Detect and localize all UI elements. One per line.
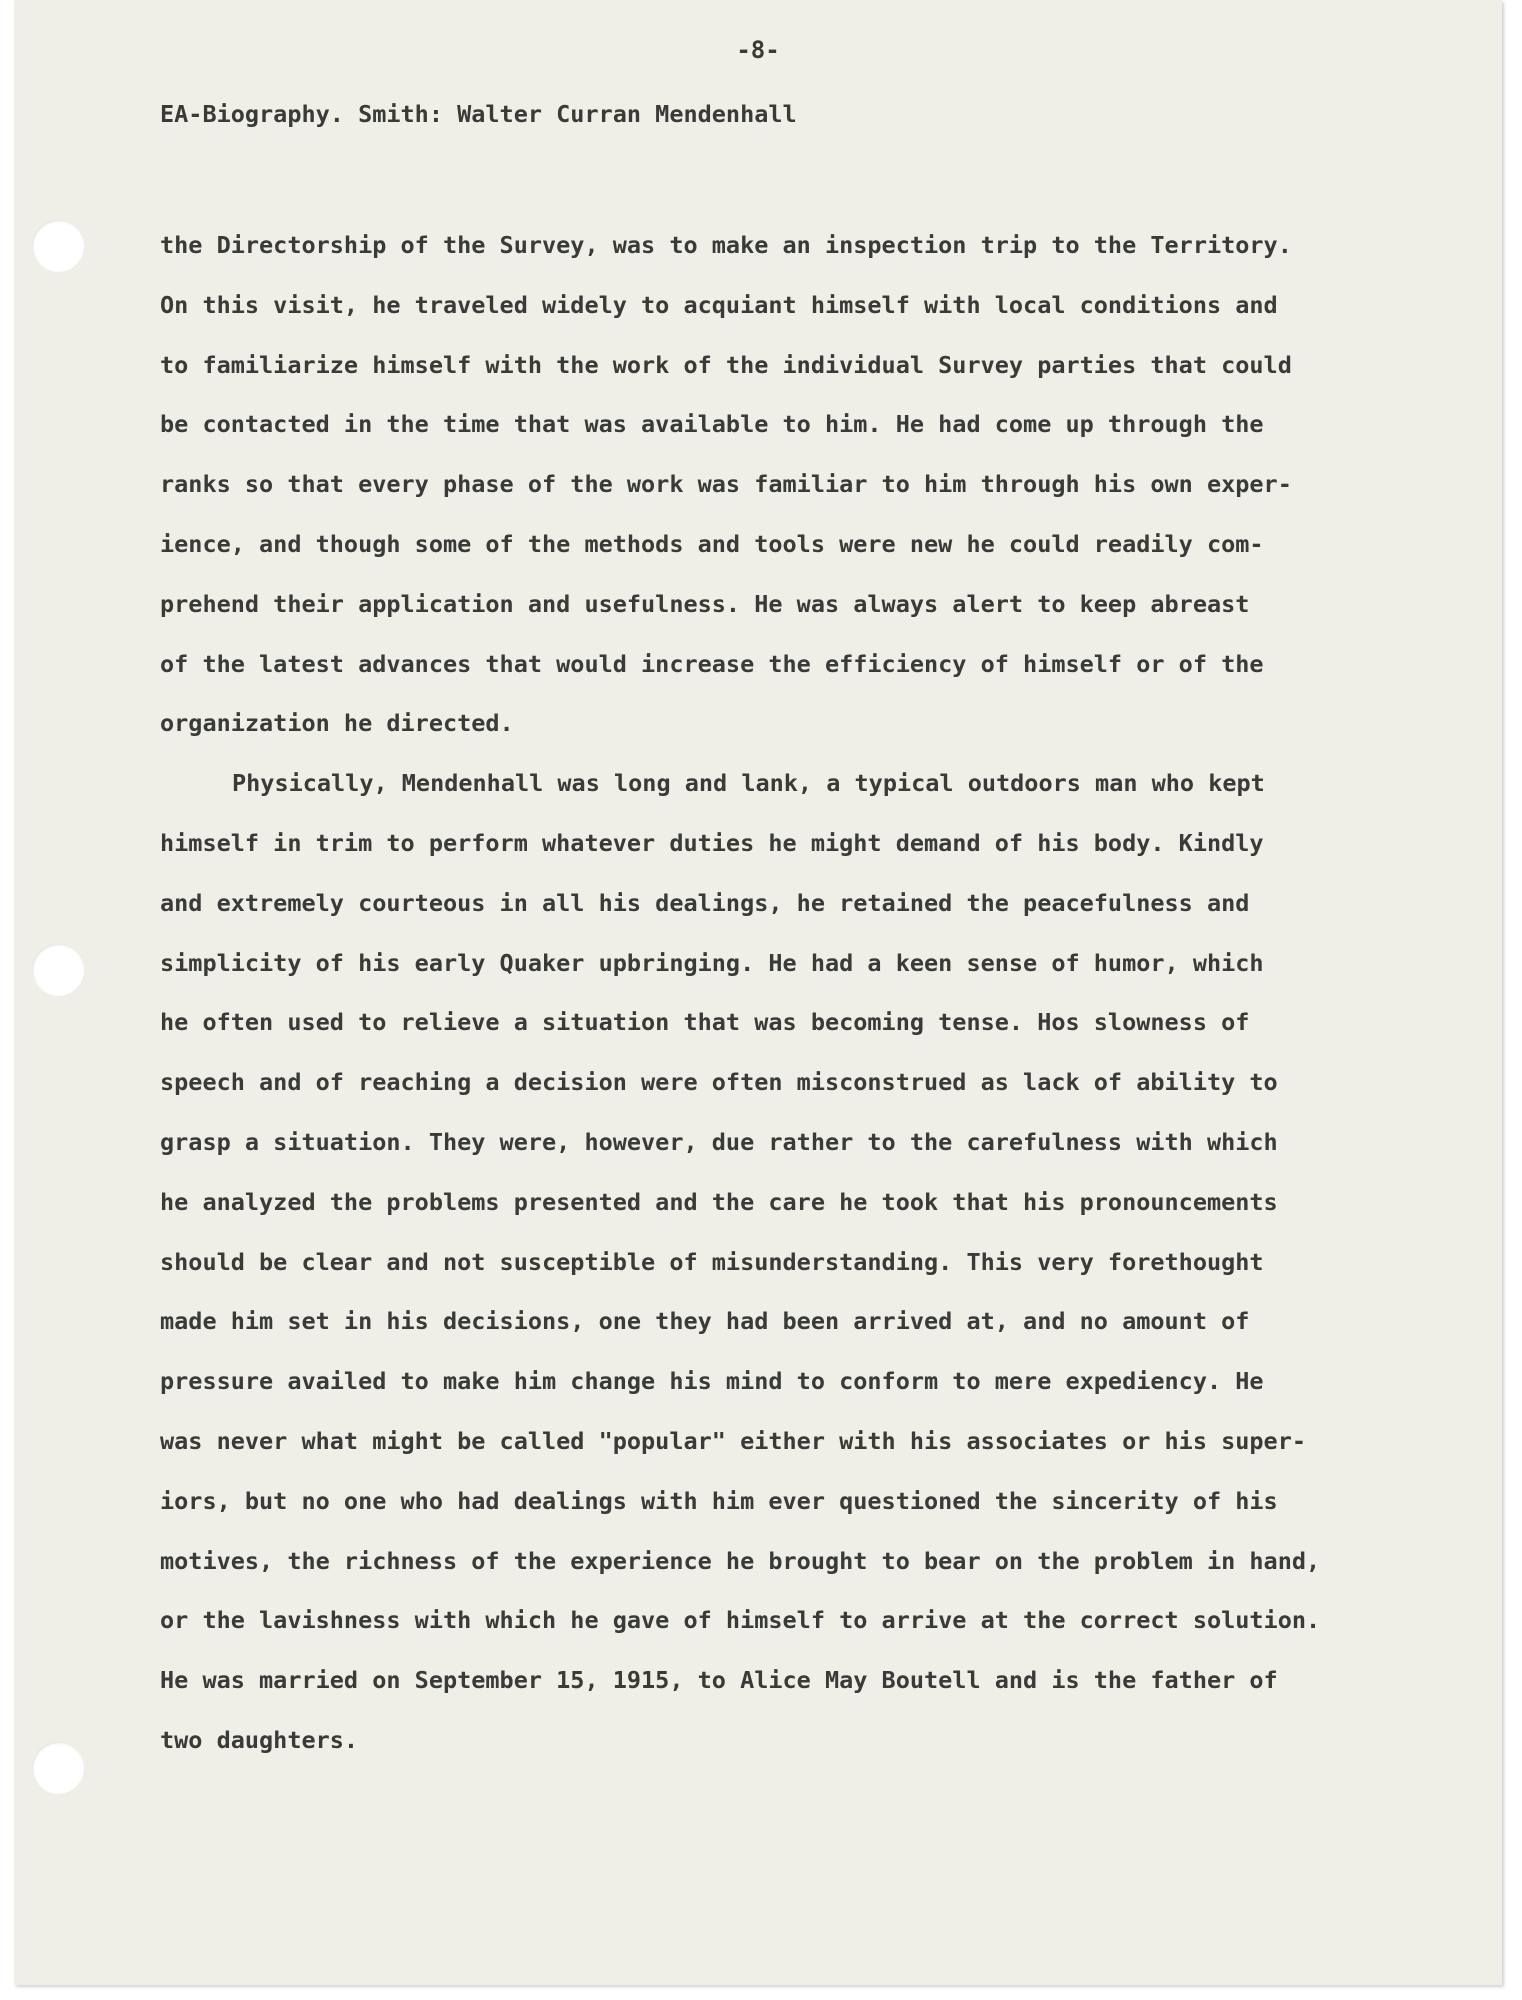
- text-line: himself in trim to perform whatever duties he might demand of his body. Kindly: [160, 828, 1264, 857]
- text-line: and extremely courteous in all his dealings, he retained the peacefulness and: [160, 888, 1250, 917]
- page-number: -8-: [736, 36, 780, 64]
- text-line: simplicity of his early Quaker upbringing. He had a keen sense of humor, which: [160, 948, 1264, 977]
- text-line: made him set in his decisions, one they had been arrived at, and no amount of: [160, 1307, 1250, 1336]
- body-text: [160, 216, 1320, 1771]
- text-line: to familiarize himself with the work of the individual Survey parties that could: [160, 350, 1292, 379]
- text-line: speech and of reaching a decision were often misconstrued as lack of ability to: [160, 1068, 1278, 1097]
- text-line: organization he directed.: [160, 709, 514, 738]
- text-line: the Directorship of the Survey, was to make an inspection trip to the Territory.: [160, 231, 1292, 259]
- punch-hole-bottom: [32, 1742, 84, 1794]
- text-line: he analyzed the problems presented and the care he took that his pronouncements: [160, 1187, 1278, 1216]
- text-line: He was married on September 15, 1915, to Alice May Boutell and is the father of: [160, 1666, 1278, 1695]
- text-line: he often used to relieve a situation that was becoming tense. Hos slowness of: [160, 1008, 1250, 1037]
- text-line: ranks so that every phase of the work was familiar to him through his own exper-: [160, 470, 1292, 499]
- text-line: of the latest advances that would increase the efficiency of himself or of the: [160, 649, 1264, 678]
- text-line: pressure availed to make him change his mind to conform to mere expediency. He: [160, 1367, 1264, 1396]
- punch-hole-top: [32, 220, 84, 272]
- text-line: motives, the richness of the experience he brought to bear on the problem in hand,: [160, 1546, 1321, 1575]
- text-line: On this visit, he traveled widely to acquiant himself with local conditions and: [160, 290, 1278, 319]
- running-head: EA-Biography. Smith: Walter Curran Mendenhall: [160, 100, 797, 128]
- typewritten-page: [14, 0, 1502, 1985]
- punch-hole-middle: [32, 944, 84, 996]
- text-line: should be clear and not susceptible of misunderstanding. This very forethought: [160, 1247, 1264, 1276]
- text-line: be contacted in the time that was available to him. He had come up through the: [160, 410, 1264, 439]
- text-line: two daughters.: [160, 1725, 359, 1754]
- text-line: grasp a situation. They were, however, due rather to the carefulness with which: [160, 1127, 1278, 1156]
- text-line: was never what might be called "popular" either with his associates or his super-: [160, 1426, 1307, 1455]
- text-line: iors, but no one who had dealings with him ever questioned the sincerity of his: [160, 1486, 1278, 1515]
- text-line: ience, and though some of the methods and tools were new he could readily com-: [160, 529, 1264, 558]
- paragraph-start-line: Physically, Mendenhall was long and lank, a typical outdoors man who kept: [232, 769, 1265, 798]
- text-line: prehend their application and usefulness. He was always alert to keep abreast: [160, 589, 1250, 618]
- text-line: or the lavishness with which he gave of himself to arrive at the correct solution.: [160, 1606, 1321, 1635]
